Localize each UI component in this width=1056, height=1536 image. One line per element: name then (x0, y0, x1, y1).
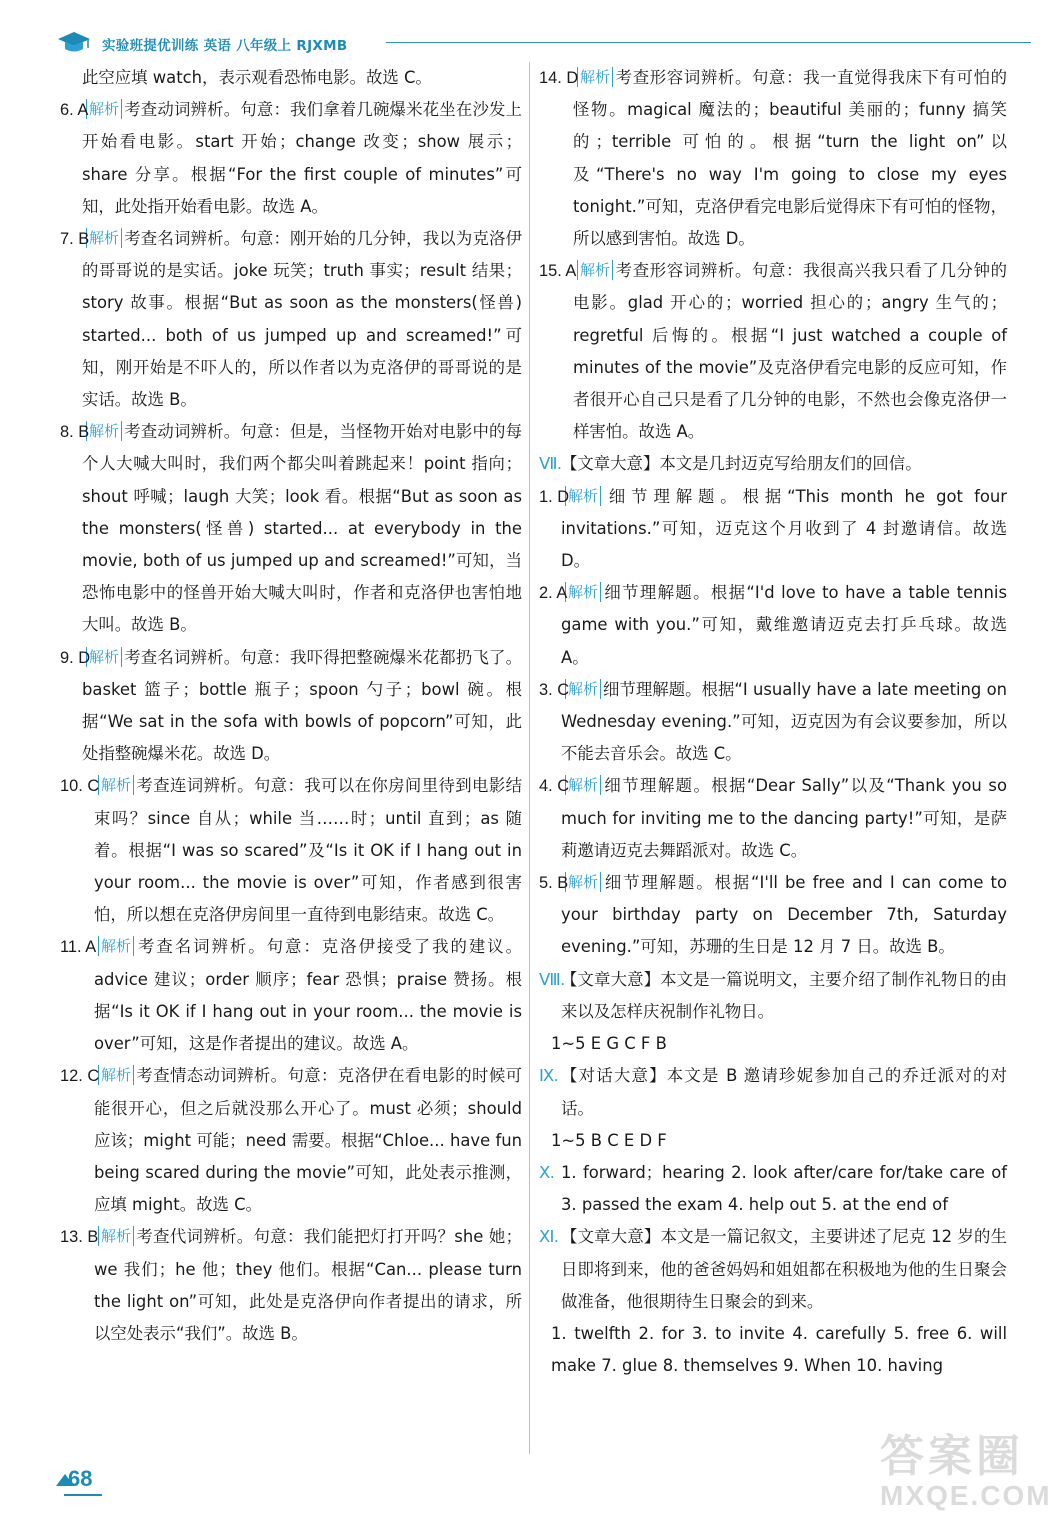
explanation-text: 细节理解题。根据“I usually have a late meeting on Wednesday evening.”可知，迈克因为有会议要参加，所以不能去音乐会。故选 C。 (561, 679, 1007, 764)
answer-entry (60, 94, 522, 223)
explanation-text: 考查形容词辨析。句意：我一直觉得我床下有可怕的怪物。magical 魔法的；beautiful 美丽的；funny 搞笑的；terrible 可怕的。根据“turn the light on”以及“There's no way I'm going to close my eyes tonight.”可知，克洛伊看完电影后觉得床下有可怕的怪物，所以感到害怕。故选 D。 (573, 68, 1007, 249)
section-numeral: Ⅺ. (539, 1227, 559, 1247)
analysis-tag: 解析 (565, 872, 601, 892)
answer-entry (539, 674, 1007, 771)
section-summary (539, 1157, 1007, 1221)
question-number: 8. B (60, 423, 90, 442)
question-number: 4. C (539, 777, 570, 796)
section-text: 【对话大意】本文是 B 邀请珍妮参加自己的乔迁派对的对话。 (561, 1066, 1007, 1118)
answer-entry (60, 62, 522, 94)
explanation-text: 考查情态动词辨析。句意：克洛伊在看电影的时候可能很开心，但之后就没那么开心了。must 必须；should 应该；might 可能；need 需要。根据“Chloe... have fun being scared during the movie”可知，此处表示推测，应填 might。故选 C。 (94, 1066, 522, 1215)
question-number: 6. A (60, 101, 89, 120)
question-number: 1. D (539, 487, 570, 506)
explanation-text: 考查名词辨析。句意：我吓得把整碗爆米花都扔飞了。basket 篮子；bottle 瓶子；spoon 勺子；bowl 碗。根据“We sat in the sofa with bowls of popcorn”可知，此处指整碗爆米花。故选 D。 (82, 647, 522, 764)
explanation-text: 考查动词辨析。句意：但是，当怪物开始对电影中的每个人大喊大叫时，我们两个都尖叫着跳起来！point 指向；shout 呼喊；laugh 大笑；look 看。根据“But as soon as the monsters(怪兽) started... at everybody in the movie, both of us jumped up and screamed!”可知，当恐怖电影中的怪兽开始大喊大叫时，作者和克洛伊也害怕地大叫。故选 B。 (82, 422, 522, 635)
section-numeral: Ⅹ. (539, 1162, 555, 1182)
watermark-logo-text: 答案圈 (880, 1431, 1024, 1482)
explanation-text: 考查形容词辨析。句意：我很高兴我只看了几分钟的电影。glad 开心的；worried 担心的；angry 生气的；regretful 后悔的。根据“I just watched a couple of minutes of the movie”及克洛伊看完电影的反应可知，作者很开心自己只是看了几分钟的电影，不然也会像克洛伊一样害怕。故选 A。 (573, 261, 1007, 442)
explanation-text: 考查名词辨析。句意：刚开始的几分钟，我以为克洛伊的哥哥说的是实话。joke 玩笑；truth 事实；result 结果；story 故事。根据“But as soon as the monsters(怪兽) started... both of us jumped up and screamed!”可知，刚开始是不吓人的，所以作者以为克洛伊的哥哥说的是实话。故选 B。 (82, 229, 522, 410)
explanation-text: 考查连词辨析。句意：我可以在你房间里待到电影结束吗？since 自从；while 当……时；until 直到；as 随着。根据“I was so scared”及“Is it OK if I hang out in your room... the movie is over”可知，作者感到很害怕，所以想在克洛伊房间里一直待到电影结束。故选 C。 (94, 776, 522, 925)
answer-line: 1. twelfth 2. for 3. to invite 4. carefully 5. free 6. will make 7. glue 8. themselves 9. When 10. having (551, 1323, 1007, 1376)
section-numeral: Ⅶ. (539, 454, 562, 474)
answer-entry (539, 577, 1007, 674)
header-title: 实验班提优训练 英语 八年级上 RJXMB (102, 38, 348, 54)
explanation-text: 此空应填 watch，表示观看恐怖电影。故选 C。 (82, 68, 432, 87)
section-text: 1. forward；hearing 2. look after/care for/take care of 3. passed the exam 4. help out 5. at the end of (561, 1162, 1007, 1215)
answer-entry (539, 62, 1007, 255)
analysis-tag: 解析 (98, 775, 134, 795)
section-text: 【文章大意】本文是几封迈克写给朋友们的回信。 (561, 454, 922, 474)
question-number: 9. D (60, 648, 91, 667)
question-number: 3. C (539, 680, 570, 699)
question-number: 11. A (60, 938, 97, 957)
answer-entry (60, 770, 522, 931)
page-number: 68 (68, 1466, 93, 1491)
section-text: 【文章大意】本文是一篇说明文，主要介绍了制作礼物日的由来以及怎样庆祝制作礼物日。 (561, 969, 1007, 1021)
question-number: 5. B (539, 874, 569, 893)
explanation-text: 细节理解题。根据“Dear Sally”以及“Thank you so much for inviting me to the dancing party!”可知，是萨莉邀请迈克去舞蹈派对。故选 C。 (561, 776, 1007, 860)
question-number: 2. A (539, 584, 568, 603)
analysis-tag: 解析 (565, 486, 601, 506)
section-numeral: Ⅷ. (539, 969, 565, 989)
answer-entry (539, 481, 1007, 578)
header-rule (386, 42, 1031, 43)
answer-entry (539, 867, 1007, 964)
question-number: 7. B (60, 230, 90, 249)
question-number: 13. B (60, 1228, 99, 1247)
explanation-text: 细节理解题。根据“This month he got four invitations.”可知，迈克这个月收到了 4 封邀请信。故选 D。 (561, 486, 1007, 571)
analysis-tag: 解析 (577, 260, 613, 280)
answer-entry (60, 416, 522, 641)
question-number: 15. A (539, 262, 577, 281)
analysis-tag: 解析 (577, 67, 613, 87)
left-column (60, 62, 522, 1350)
question-number: 14. D (539, 69, 579, 87)
explanation-text: 细节理解题。根据“I'll be free and I can come to your birthday party on December 7th, Saturday evening.”可知，苏珊的生日是 12 月 7 日。故选 B。 (561, 873, 1007, 957)
analysis-tag: 解析 (98, 1226, 134, 1246)
analysis-tag: 解析 (565, 679, 601, 699)
page-number-underline (64, 1494, 102, 1496)
analysis-tag: 解析 (86, 99, 122, 119)
question-number: 12. C (60, 1067, 100, 1086)
answer-line: 1~5 B C E D F (551, 1130, 667, 1150)
answer-entry (60, 223, 522, 416)
explanation-text: 细节理解题。根据“I'd love to have a table tennis game with you.”可知，戴维邀请迈克去打乒乓球。故选 A。 (561, 583, 1007, 667)
right-column (539, 62, 1007, 1382)
explanation-text: 考查名词辨析。句意：克洛伊接受了我的建议。advice 建议；order 顺序；fear 恐惧；praise 赞扬。根据“Is it OK if I hang out in your room... the movie is over”可知，这是作者提出的建议。故选 A。 (94, 937, 522, 1054)
answer-entry (539, 255, 1007, 448)
answer-entry (539, 770, 1007, 867)
section-summary (539, 1060, 1007, 1124)
section-numeral: Ⅸ. (539, 1066, 559, 1086)
answer-entry (60, 642, 522, 771)
analysis-tag: 解析 (98, 936, 134, 956)
page-header (56, 30, 1031, 58)
explanation-text: 考查代词辨析。句意：我们能把灯打开吗？she 她；we 我们；he 他；they 他们。根据“Can... please turn the light on”可知，此处是克洛伊向作者提出的请求，所以空处表示“我们”。故选 B。 (94, 1227, 522, 1343)
explanation-text: 考查动词辨析。句意：我们拿着几碗爆米花坐在沙发上开始看电影。start 开始；change 改变；show 展示；share 分享。根据“For the first couple of minutes”可知，此处指开始看电影。故选 A。 (82, 100, 522, 216)
answer-entry (60, 931, 522, 1060)
watermark-url: MXQE.COM (880, 1480, 1052, 1511)
answer-entry (60, 1060, 522, 1221)
graduation-cap-icon (56, 30, 92, 56)
analysis-tag: 解析 (98, 1065, 134, 1085)
analysis-tag: 解析 (86, 647, 122, 667)
analysis-tag: 解析 (565, 582, 601, 602)
section-summary (539, 1221, 1007, 1318)
section-summary (539, 448, 1007, 480)
column-divider (529, 62, 530, 1454)
question-number: 10. C (60, 777, 100, 796)
answer-line: 1~5 E G C F B (551, 1034, 667, 1054)
section-text: 【文章大意】本文是一篇记叙文，主要讲述了尼克 12 岁的生日即将到来，他的爸爸妈妈和姐姐都在积极地为他的生日聚会做准备，他很期待生日聚会的到来。 (561, 1227, 1007, 1311)
answer-entry (60, 1221, 522, 1350)
watermark (880, 1420, 1052, 1520)
analysis-tag: 解析 (86, 228, 122, 248)
analysis-tag: 解析 (565, 775, 601, 795)
section-summary (539, 964, 1007, 1028)
analysis-tag: 解析 (86, 421, 122, 441)
